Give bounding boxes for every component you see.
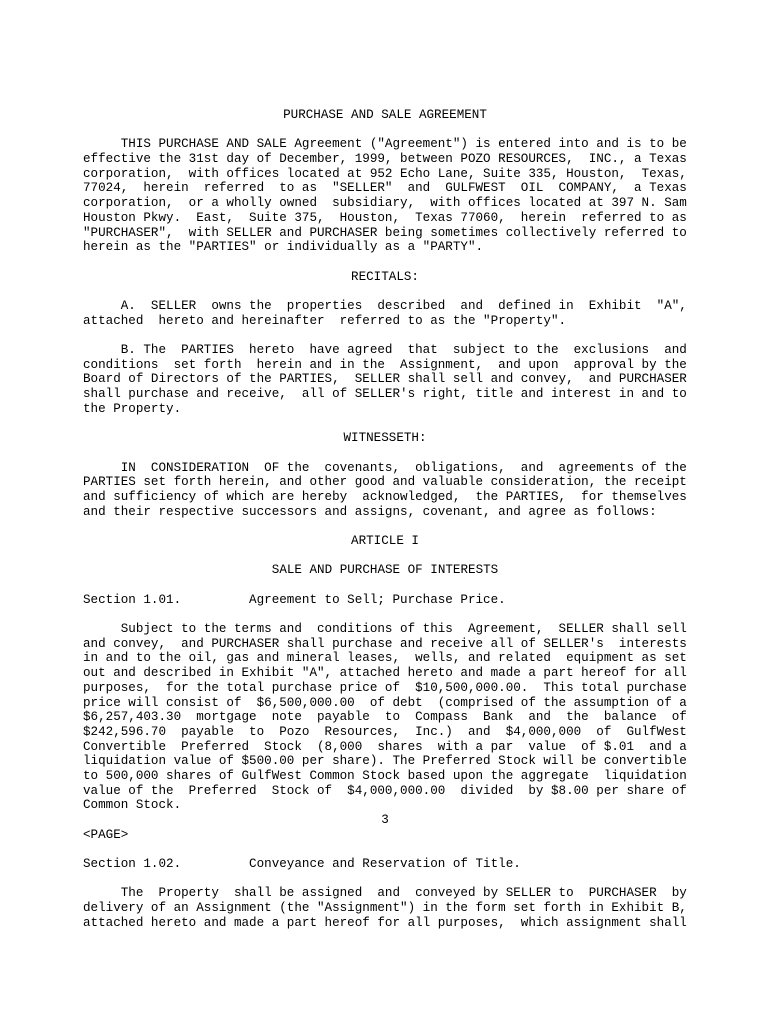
intro-paragraph	[83, 137, 687, 255]
text-line: to 500,000 shares of GulfWest Common Stock based upon the aggregate liquidation	[83, 768, 687, 783]
text-line: Board of Directors of the PARTIES, SELLER shall sell and convey, and PURCHASER	[83, 372, 687, 387]
text-line: 77024, herein referred to as "SELLER" and GULFWEST OIL COMPANY, a Texas	[83, 181, 687, 196]
witnesseth-heading: WITNESSETH:	[343, 431, 427, 446]
blank-line	[83, 549, 687, 564]
text-line: price will consist of $6,500,000.00 of debt (comprised of the assumption of a	[83, 695, 687, 710]
text-line: Convertible Preferred Stock (8,000 shares with a par value of $.01 and a	[83, 739, 687, 754]
text-line: corporation, or a wholly owned subsidiary, with offices located at 397 N. Sam	[83, 196, 687, 211]
text-line: and sufficiency of which are hereby acknowledged, the PARTIES, for themselves	[83, 489, 687, 504]
blank-line	[83, 446, 687, 461]
blank-line	[83, 255, 687, 270]
section-1-01-heading: Section 1.01. Agreement to Sell; Purchase Price.	[83, 592, 506, 607]
blank-line	[83, 328, 687, 343]
recitals-heading: RECITALS:	[351, 269, 419, 284]
text-line: attached hereto and made a part hereof for all purposes, which assignment shall	[83, 915, 687, 930]
text-line: herein as the "PARTIES" or individually as a "PARTY".	[83, 240, 484, 255]
blank-line	[83, 416, 687, 431]
text-line: value of the Preferred Stock of $4,000,000.00 divided by $8.00 per share of	[83, 783, 687, 798]
text-line: in and to the oil, gas and mineral leases, wells, and related equipment as set	[83, 651, 687, 666]
text-line: "PURCHASER", with SELLER and PURCHASER being sometimes collectively referred to	[83, 225, 687, 240]
blank-line	[83, 519, 687, 534]
text-line: Houston Pkwy. East, Suite 375, Houston, Texas 77060, herein referred to as	[83, 210, 687, 225]
document-title: PURCHASE AND SALE AGREEMENT	[283, 108, 487, 122]
text-line: $6,257,403.30 mortgage note payable to Compass Bank and the balance of	[83, 710, 687, 725]
text-line: purposes, for the total purchase price of $10,500,000.00. This total purchase	[83, 680, 687, 695]
document-body	[83, 108, 687, 931]
text-line: liquidation value of $500.00 per share). The Preferred Stock will be convertible	[83, 754, 687, 769]
blank-line	[83, 123, 687, 138]
text-line: shall purchase and receive, all of SELLER's right, title and interest in and to	[83, 387, 687, 402]
text-line: and convey, and PURCHASER shall purchase and receive all of SELLER's interests	[83, 636, 687, 651]
text-line: the Property.	[83, 401, 182, 416]
text-line: delivery of an Assignment (the "Assignment") in the form set forth in Exhibit B,	[83, 901, 687, 916]
text-line: conditions set forth herein and in the Assignment, and upon approval by the	[83, 357, 687, 372]
recital-a-paragraph	[83, 299, 687, 328]
blank-line	[83, 842, 687, 857]
text-line: $242,596.70 payable to Pozo Resources, Inc.) and $4,000,000 of GulfWest	[83, 724, 687, 739]
text-line: IN CONSIDERATION OF the covenants, obligations, and agreements of the	[83, 460, 687, 475]
blank-line	[83, 607, 687, 622]
article-title: SALE AND PURCHASE OF INTERESTS	[271, 563, 499, 578]
text-line: effective the 31st day of December, 1999, between POZO RESOURCES, INC., a Texas	[83, 152, 687, 167]
blank-line	[83, 284, 687, 299]
page-number: 3	[381, 813, 389, 827]
text-line: A. SELLER owns the properties described and defined in Exhibit "A",	[83, 298, 687, 313]
text-line: out and described in Exhibit "A", attached hereto and made a part hereof for all	[83, 666, 687, 681]
text-line: Common Stock.	[83, 798, 182, 813]
section-1-01-paragraph	[83, 622, 687, 813]
consideration-paragraph	[83, 461, 687, 520]
text-line: The Property shall be assigned and conveyed by SELLER to PURCHASER by	[83, 886, 687, 901]
text-line: B. The PARTIES hereto have agreed that subject to the exclusions and	[83, 343, 687, 357]
page-marker: <PAGE>	[83, 827, 129, 842]
text-line: THIS PURCHASE AND SALE Agreement ("Agreement") is entered into and is to be	[83, 137, 687, 152]
text-line: PARTIES set forth herein, and other good and valuable consideration, the receipt	[83, 475, 687, 490]
blank-line	[83, 578, 687, 593]
blank-line	[83, 872, 687, 887]
section-1-02-paragraph	[83, 886, 687, 930]
text-line: corporation, with offices located at 952 Echo Lane, Suite 335, Houston, Texas,	[83, 166, 687, 181]
text-line: and their respective successors and assigns, covenant, and agree as follows:	[83, 504, 657, 519]
section-1-02-heading: Section 1.02. Conveyance and Reservation of Title.	[83, 857, 521, 872]
recital-b-paragraph	[83, 343, 687, 416]
text-line: Subject to the terms and conditions of this Agreement, SELLER shall sell	[83, 622, 687, 637]
article-heading: ARTICLE I	[351, 533, 419, 548]
text-line: attached hereto and hereinafter referred to as the "Property".	[83, 313, 567, 328]
